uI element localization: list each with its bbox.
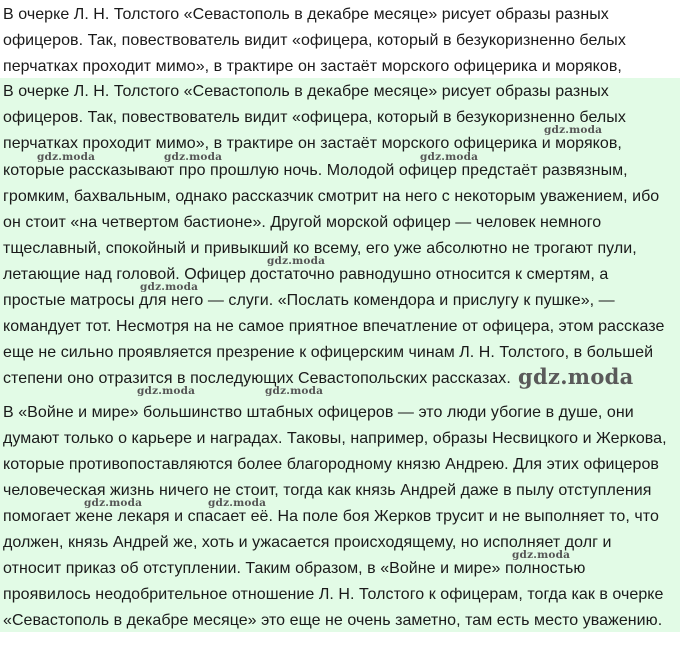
paragraph-2-line: он стоит «на четвертом бастионе». Другой морской офицер — человек немного (3, 214, 602, 231)
paragraph-1-line: перчатках проходит мимо», в трактире он застаёт морского офицерика и моряков, (3, 58, 622, 75)
paragraph-3-line: В «Войне и мире» большинство штабных офицеров — это люди убогие в душе, они (3, 404, 634, 421)
watermark: gdz.moda (140, 281, 199, 293)
paragraph-3-line: думают только о карьере и наградах. Таковы, например, образы Несвицкого и Жеркова, (3, 430, 667, 447)
paragraph-2-line: еще не сильно проявляется презрение к офицерским чинам Л. Н. Толстого, в большей (3, 344, 654, 361)
paragraph-3-line: помогает жене лекаря и спасает её. На поле боя Жерков трусит и не выполняет то, что (3, 508, 659, 525)
paragraph-3-line: проявилось неодобрительное отношение Л. Н. Толстого к офицерам, тогда как в очерке (3, 586, 664, 603)
paragraph-3-line: должен, князь Андрей же, хоть и ужасается происходящему, но исполняет долг и (3, 534, 612, 551)
watermark: gdz.moda (544, 124, 603, 136)
paragraph-2-line: В очерке Л. Н. Толстого «Севастополь в декабре месяце» рисует образы разных (3, 83, 609, 100)
paragraph-2-line: перчатках проходит мимо», в трактире он застаёт морского офицерика и моряков, (3, 135, 622, 152)
paragraph-2-line: степени оно отразится в последующих Севастопольских рассказах. (3, 370, 511, 387)
watermark: gdz.moda (164, 151, 223, 163)
paragraph-2-line: которые рассказывают про прошлую ночь. Молодой офицер предстаёт развязным, (3, 162, 628, 179)
paragraph-2-line: летающие над головой. Офицер достаточно равнодушно относится к смертям, а (3, 266, 609, 283)
paragraph-3-line: которые противопоставляются более благородному князю Андрею. Для этих офицеров (3, 456, 659, 473)
watermark: gdz.moda (420, 151, 479, 163)
watermark-large: gdz.moda (518, 364, 634, 389)
watermark: gdz.moda (37, 151, 96, 163)
watermark: gdz.moda (267, 255, 326, 267)
paragraph-2-line: громким, бахвальным, однако рассказчик смотрит на него с некоторым уважением, ибо (3, 188, 660, 205)
watermark: gdz.moda (265, 385, 324, 397)
watermark: gdz.moda (208, 497, 267, 509)
paragraph-1-line: В очерке Л. Н. Толстого «Севастополь в декабре месяце» рисует образы разных (3, 6, 609, 23)
paragraph-2-line: командует тот. Несмотря на не самое приятное впечатление от офицера, этом рассказе (3, 318, 665, 335)
paragraph-2-line: офицеров. Так, повествователь видит «офицера, который в безукоризненно белых (3, 109, 626, 126)
watermark: gdz.moda (137, 385, 196, 397)
paragraph-3-line: относит приказ об отступлении. Таким образом, в «Войне и мире» полностью (3, 560, 586, 577)
paragraph-3-line: «Севастополь в декабре месяце» это еще не очень заметно, там есть место уважению. (3, 612, 663, 629)
paragraph-2-line: простые матросы для него — слуги. «Послать комендора и прислугу к пушке», — (3, 292, 615, 309)
paragraph-1-line: офицеров. Так, повествователь видит «офицера, который в безукоризненно белых (3, 32, 626, 49)
paragraph-2-line: тщеславный, спокойный и привыкший ко всему, его уже абсолютно не трогают пули, (3, 240, 637, 257)
watermark: gdz.moda (84, 497, 143, 509)
watermark: gdz.moda (512, 549, 571, 561)
paragraph-3-line: человеческая жизнь ничего не стоит, тогда как князь Андрей даже в пылу отступления (3, 482, 652, 499)
